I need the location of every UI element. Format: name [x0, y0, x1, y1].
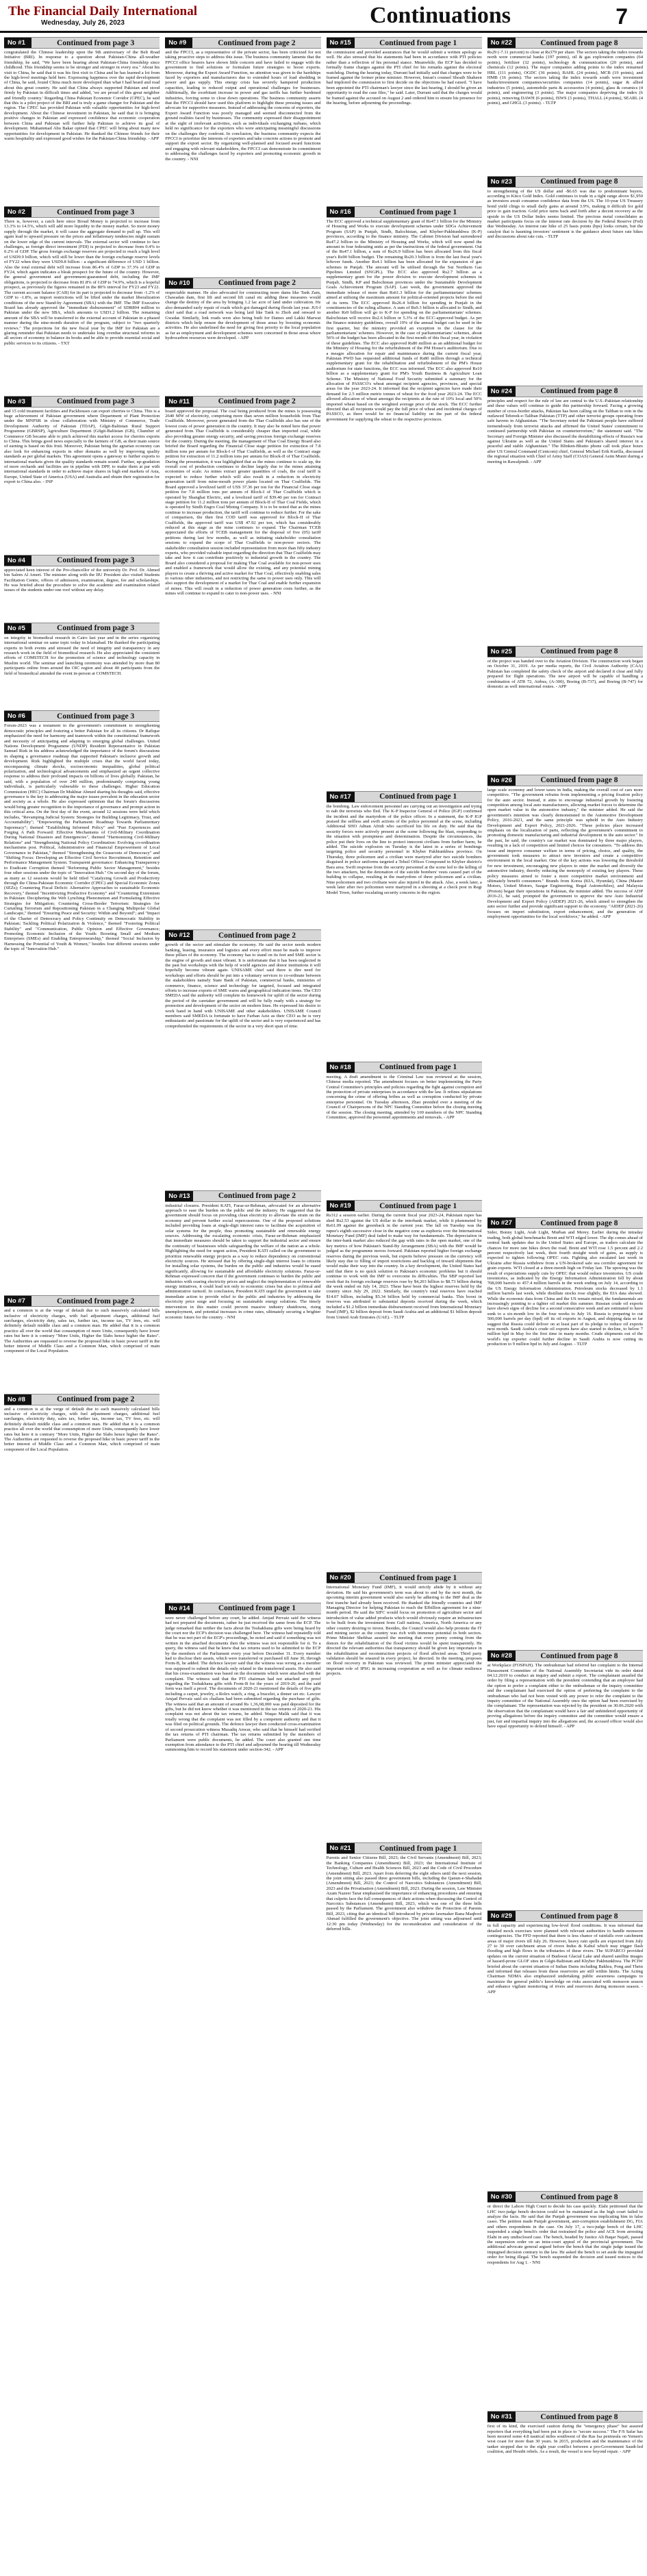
- issue-date: Wednesday, July 26, 2023: [41, 19, 125, 27]
- continuation-header: [4, 1394, 160, 1405]
- continued-from-label: Continued from page 1: [379, 208, 457, 216]
- story-body-text: and a common is at the verge of default due to such massively calculated bills inclusive of electricity charges, with fuel adjustment charges, additional fuel surcharges, electricity duty, sales tax, further tax, income tax, TV fees, etc. will definitely default middle class and a common man. He added that it is a common practice all over the world that consumption of more Units, consequently have lower rates but here it is contrary "More Units, Higher the Slabs hence higher the Rates". The Authorities are requested to reverse the proposed hike in basic power tariff in the better interest of Middle Class and a Common Man, which comprised of main component of the Local Population.: [4, 1308, 160, 1354]
- continuation-header: [487, 775, 643, 786]
- story-number-tag: No #3: [4, 397, 31, 407]
- continued-from-label: Continued from page 8: [540, 1218, 618, 1227]
- story-body-text: appreciated keen interest of the Pro-chancellor of the university Dr. Prof. Dr. Ahmed bin Salem Al Ameri. The minister along with the IIU President also visited Students Facilitation Centre, offices of admission, examination, degree, fee and scholarships. He was briefed about the procedure to solve the academic and examination related issues of the students under one roof without any delay.: [4, 567, 160, 593]
- story-number-tag: No #29: [487, 1911, 516, 1921]
- continuation-header: [327, 1572, 482, 1584]
- story-body-text: Rs312 a session earlier. During the current fiscal year 2023-24, Pakistani rupee has shed Rs2.53 against the US dollar in the interbank market, while it plummeted by Rs61.09 against the greenback in the current year. The fall on Tuesday was the rupee's eighth successive close in the negative zone as euphoria over the International Monetary Fund (IMF) deal faded to make way for fundamentals. The depreciation in the inter-bank market also reduced the gap with rates in the open market, one of the key metrics of how Pakistan's Stand-By Arrangement (SBA) with the IMF would be judged as the programme moves forward. Pakistan reported higher foreign exchange reserves during the previous week, but experts believe pressure on the currency will likely stay due to filling of import restrictions and backlog of inward shipments that would make their way into the country. In a key development, the United States had said that there is no quick solution to Pakistan's economic problems but it should continue to work with the IMF to overcome its difficulties. The SBP reported last week that its foreign exchange reserves rose by $4,203 billion to $8.73 billion during the week ended on July 14, 2023. These have been the highest reserves held by the country since July 29, 2022. Similarly, the country's total reserves have reached $14.07 billion, including $5.34 billion held by commercial banks. This boost in reserves was attributed to substantial deposits received during the week, which included a $1.2 billion immediate disbursement received from International Monetary Fund (IMF), $2 billion deposit from Saudi Arabia and an additional $1 billion deposit from United Arab Emirates (UAE). - TLTP: [326, 1213, 482, 1320]
- continued-from-label: Continued from page 8: [540, 2412, 618, 2421]
- story-number-tag: No #6: [4, 711, 31, 721]
- story-body-text: principles and respect for the rule of law are central to the U.S.-Pakistan relationship and these values will continue to guide this partnership forward. Facing a growing number of cross-border attacks, Pakistan has been calling on the Taliban to rein in the outlawed Tehreek-e-Taliban Pakistan (TTP) and other terrorist groups operating from safe havens in Afghanistan. "The Secretary noted the Pakistani people have suffered tremendously from terrorist attacks and affirmed the United States' commitment to continued partnership with Pakistan on counterterrorism," the statement said. "The Secretary and Foreign Minister also discussed the destabilizing effects of Russia's war against Ukraine as well as the United States and Pakistan's shared interest in a peaceful and stable Afghanistan." The Blinken-Bhutto phone call took place hours after US Central Command (Centcom) chief, General Michael Erik Kurilla, discussed the regional situation with Chief of Army Staff (COAS) General Asim Munir during a meeting in Rawalpindi. - APP: [487, 398, 643, 464]
- newspaper-name: The Financial Daily International: [8, 4, 198, 18]
- continued-from-label: Continued from page 1: [379, 1844, 457, 1853]
- continuation-header: [487, 37, 643, 49]
- story-number-tag: No #16: [327, 207, 355, 217]
- continuation-item: [165, 929, 320, 1186]
- story-body-text: Forum-2023 was a testament to the government's commitment to strengthening democratic principles and fostering a better Pakistan for all its citizens. Dr Rafique emphasized the need for harmony and teamwork within the constitutional framework and necessity of anticipating and adapting to emerging global challenges. United Nations Development Programme (UNDP) Resident Representative in Pakistan Samuel Rizk in his address acknowledged the importance of the forum's discussions in shaping a governance roadmap that supported Pakistan's inclusive growth and development. Rizk highlighted the multiple crises that the world faced today, encompassing climate shocks, socioeconomic inequalities, global political polarization, and technological advancements and emphasized an urgent collective response to address their profound impacts on billions of lives globally. Pakistan, he said, with a population of over 240 million, predominantly comprising young individuals, is particularly vulnerable to these challenges. Higher Education Commission (HEC) Chairman Dr Mukhtar Ahmed sharing his thoughts said, effective governance is the key to addressing the major issues prevalent in the education sector and society as a whole. He also expressed optimism that the forum's discussions would bring greater recognition to the importance of governance and prompt action in this critical area. On the first day of the event, around 12 sessions were held which includes, "Revamping Judicial System: Strategies for Building Legitimacy, Trust, and Accountability"; "Empowering the Parliament: Roadmap Towards Parliamentary Supremacy"; themed "Establishing Informed Policy" and "Past Experiences and Forging A Path Forward: Effective Mechanisms of Civil-Military Coordination During National Disasters and Emergencies", themed "Harmonizing Civil-Military Relations" and "Strengthening National Policy Coordination: Evolving co-ordination mechanisms post. Political, Administrative and Financial Empowerment of Local Governance in Pakistan," themed "Strengthening the Grassroots of Democracy" and "Shifting Focus: Developing an Effective Civil Service Recruitment, Retention and Performance Management System. Transparent governance: Enhancing Transparency to Eradicate Corruption themed "Reforming Public Sector Management," besides four other sessions under the topic of "Innovation Hub." On second day of the forum, as many as 12 sessions would be held titled "Catalyzing Growth and Productivity through the China-Pakistan Economic Corridor (CPEC) and Special Economic Zones (SEZs); Countering Fiscal Deficit: Alternative Approaches to sustainable Economic Recovery," themed "Incentivizing Productive Economy" and "Countering Extremism in Pakistan: Deciphering the Web Lynching Phenomenon and Formulating Effective Strategies for Mitigation; Countering Cross-Border Terrorism: Strategies for Curtailing Terrorism and Repositioning Pakistan in a Changing Multipolar Global Landscape," themed "Ensuring Peace and Security: Within and Beyond"; and "Impact of the Charter of Democracy and Policy Continuity on Democratic Stability in Pakistan; Tackling Political Polarization & Violence," themed "Fostering Political Stability" and "Communication, Public Opinion and Effective Governance; Promoting Economic Inclusion of the Youth: Boosting Small and Medium Enterprises (SMEs) and Enabling Entrepreneurship," themed "Social Inclusion by Harnessing the Potential of Youth & Women," besides four different sessions under the topic of "Innovation Hub.": [4, 723, 160, 952]
- story-body-text: to strengthening of the US dollar and -$6.65 was due to predominant buyers, according to Kitco Gold Index. Gold continues to trade in a tight range above $1,950 as investors await consumer confidence data from the US. The 10-year US Treasury bond yield clings to small daily gains at around 3.9%, making it difficult for gold price to gain traction. Gold price turns back and forth after a decent recovery as the upside in the US Dollar Index seems limited. The precious metal consolidates as market participants focus on the interest rate decision by the Federal Reserve (Fed) due Wednesday. An interest rate hike of 25 basis points (bps) looks certain, but the catalyst that is haunting investors' sentiment is the guidance about future rate hikes and discussions about rate cuts. - TLTP: [487, 188, 643, 240]
- continuation-item: [327, 1200, 482, 1568]
- story-number-tag: No #5: [4, 623, 31, 634]
- continuation-header: [327, 206, 482, 218]
- story-body-text: were never challenged before any court, he added. Amjad Pervaiz said the witness had not prepared the documents, rather he just received the same from the ECP. The judge remarked that neither the facts about the Toshakhana gifts were being heard by the court nor the ECP's decision was challenged here. The witness had repeatedly told that he was not part of the ECP's proceedings, he noted and said if something was not written in the attached documents then the witness was not responsible for it. To a query, the witness said that he knew that tax returns used to be submitted to the ECP by the members of the Parliament every year before December 31. Every member had to disclose their assets, which were transferred or purchased till June 30, through Form-B, he added. The defence lawyer said that the witness was wrong as a member was supposed to submit the details only related to the transferred assets. He also said that his cross-examination was based on the documents which were attached with the complaint. The witness said that the PTI chairman had not attached any proof regarding the Toshakhana gifts with Form-B for the years of 2019-20, and the said form was itself a proof. The documents of 2020-21 mentioned the details of five gifts including a carpet, jewelry, a Rolex watch, a ring, a bracelet, a dinner set etc. Lawyer Amjad Pervaiz said six challans had been submitted regarding the purchase of gifts. The witness said that an amount of around Rs 1,36,68,000 was paid deposited for the gifts, but he did not know whether it was mentioned in the tax returns of 2020-21. His complaint was not about the tax returns, he added. Waqas Malik said that it was totally wrong that the complaint was not filled by a competent authority and that it was filed on political grounds. The defence lawyer then conducted cross-examination of second prosecution witness Musadiq Anwar, who said that he himself had verified the tax returns of PTI chairman. The tax returns submitted by the members of Parliament were public documents, he added. The court also granted one time exemption from attendance to the PTI chief and adjourned the hearing till Wednesday summoning him to record his statement under section-342. - APP: [165, 1615, 321, 1753]
- continuation-item: [4, 37, 160, 202]
- continuation-header: [165, 396, 320, 408]
- continued-from-label: Continued from page 1: [379, 38, 457, 47]
- story-body-text: and a common is at the verge of default due to such massively calculated bills inclusive of electricity charges, with fuel adjustment charges, additional fuel surcharges, electricity duty, sales tax, further tax, income tax, TV fees, etc. will definitely default middle class and a common man. He added that it is a common practice all over the world that consumption of more Units, consequently have lower rates but here it is contrary "More Units, Higher the Slabs hence higher the Rates". The Authorities are requested to reverse the proposed hike in basic power tariff in the better interest of Middle Class and a Common Man, which comprised of main component of the Local Population.: [4, 1406, 160, 1452]
- continuation-header: [4, 710, 160, 722]
- story-number-tag: No #23: [487, 177, 516, 187]
- continuation-header: [487, 1910, 643, 1922]
- continuation-item: [165, 396, 320, 926]
- continued-from-label: Continued from page 3: [57, 208, 135, 216]
- continued-from-label: Continued from page 3: [57, 624, 135, 633]
- continued-from-label: Continued from page 8: [540, 2192, 618, 2201]
- story-body-text: the bombing. Law enforcement personnel are carrying out an investigation and trying to nab the terrorists who fled. The K-P Inspector General of Police (IGP) confirmed the incident and the martyrdom of the police officer. In a statement, the K-P IGP praised the selfless and swift actions of the police personnel at the scene, including Additional SHO Adnan Afridi who sacrificed his life on duty. He said that the security forces were actively present at the scene following the blast, responding to the situation with promptness and determination. Despite the circumstances, the police put their lives on the line to protect innocent civilians from further harm, he added. The suicide explosion on Tuesday is the latest in a series of bombings targeting police and security personnel in Khyber Pakhtunkhwa province. On Thursday, three policemen and a civilian were martyred after two suicide bombers disguised in police uniforms targeted a Tehsil Offices Compound in Khyber district's Bara area. Swift response from the security personnel at the scene led to the killing of the two attackers, but the detonation of the suicide bombers' vests caused part of the building to collapse, resulting in the martyrdom of three policemen and a civilian. Nine policemen and two civilians were also injured in the attack. Also, a week later, a week later after two policemen were martyred in a shooting at a check post in Regi Model Town, further escalating security concerns in the region.: [326, 803, 482, 895]
- story-body-text: Parents and Senior Citizens Bill, 2023; the Civil Servants (Amendment) Bill, 2023; the Banking Companies (Amendment) Bill, 2023; the International Institute of Technology, Culture and Health Sciences Bill, 2023 and the Code of Civil Procedure (Amendment) Bill, 2023. Apart from deferring the eight others until the next session, the joint sitting also passed three government bills, including the Qanun-e-Shahadat (Amendment) Bill, 2023; the Control of Narcotics Substances (Amendment) Bill, 2023 and the Privatisation (Amendment) Bill, 2023. During the session, Law Minister Azam Nazeer Tarar emphasised the importance of enhancing procedures and ensuring that culprits face the full consequences of their actions when discussing the Control of Narcotics Substances (Amendment) Bill, 2023, which was one of the three bills passed by the Parliament. The government also withdrew the Protection of Parents Bill, 2023, citing that an identical bill introduced by private lawmaker Rana Maqbool Ahmad fulfilled the government's objective. The joint sitting was adjourned until 12:30 pm today (Wednesday) for the reconsideration and consideration of the deferred bills.: [326, 1855, 482, 1932]
- continued-from-label: Continued from page 2: [218, 38, 296, 47]
- continuation-item: [4, 1295, 160, 1389]
- story-body-text: at Workplace (FOSPAH). The ombudsman had referred her complaint to the Internal Harassment Committee of the National Assembly Secretariat vide its order dated 04.12.2019 to conduct an inquiry and submit a report. The complainant assailed the order by filing a representation with the president contending that an employee had the option to prefer a complaint either to the ombudsman or the inquiry committee and the complainant had exercised the option of preferring the complaint to the ombudsman who had not been vested with any power to refer the complaint to the inquiry committee of the National Assembly once the option had been exercised by the complainant. The representation was rejected by the president on 30.06.2020 with the observation that the complainant would have a fair and unhindered opportunity of proving allegations before the inquiry committee and the committee would ensure a just, fair and impartial inquiry into the allegations and, the accused officer would also have equal opportunity to defend himself. - APP: [487, 1663, 643, 1729]
- continuation-item: [487, 386, 643, 642]
- continuation-item: [4, 710, 160, 1291]
- continued-from-label: Continued from page 1: [379, 1201, 457, 1210]
- continuation-item: [165, 37, 320, 273]
- continued-from-label: Continued from page 2: [218, 931, 296, 940]
- continuation-header: [327, 791, 482, 803]
- continuation-item: [487, 1910, 643, 2187]
- continuation-header: [327, 1062, 482, 1073]
- continuation-header: [165, 1190, 320, 1202]
- story-number-tag: No #10: [165, 278, 193, 288]
- continuation-item: [165, 1603, 320, 2123]
- story-body-text: of the project was handed over to the Aviation Division. The construction work began on October 31, 2019. As per media reports, the Civil Aviation Authority (CAA) Pakistan has completed the safety check of the airport and declared it clear and fully prepared for flight operations. The new airport will be capable of handling a combination of ATR 72, Airbus, (A-300), Boeing (B-737), and Boeing (B-747) for domestic as well international routes. - APP: [487, 658, 643, 689]
- story-number-tag: No #2: [4, 207, 31, 217]
- story-number-tag: No #8: [4, 1395, 31, 1405]
- story-number-tag: No #30: [487, 2192, 516, 2202]
- continuation-item: [487, 775, 643, 1214]
- continued-from-label: Continued from page 8: [540, 177, 618, 186]
- news-column: [487, 37, 643, 2576]
- continued-from-label: Continued from page 8: [540, 1912, 618, 1921]
- story-number-tag: No #4: [4, 555, 31, 566]
- story-body-text: growth of the sector and stimulate the economy. He said the sector needs modern banking, leasing, insurance and logistics and every effort must be made to improve these pillars of the economy. The economy has to stand on its feet and SME sector is the engine of growth and must vibrant. It is unfortunate that it has been neglected in the past but workshops with the help of world agencies and donor institutions it will hopefully become vibrant again. UNISAME chief said there is dire need for workshops and efforts should be put into a voluntary services to co-ordinate between the stakeholders namely State Bank of Pakistan, commercial banks, ministries of commerce, finance, science and technology for targeted, focused and integrated efforts to increase exports of SME wares and geographical indication items. The CEO SMEDA said the authority will complete its homework for uplift of the sector during the period of the caretaker government and will be fully ready with a strategy for promotion and development of the sector on modern lines. He expressed his desire to work hand in hand with UNISAME and other stakeholders. UNISAME Council members said SMEDA is fortunate to have Farhan Aziz as their CEO as he is very enthusiastic and passionate for the uplift of the sector and is very experienced and has comprehended the requirements of the sector in a very short span of time.: [165, 942, 321, 1029]
- continuation-item: [4, 555, 160, 618]
- story-number-tag: No #24: [487, 386, 516, 397]
- story-number-tag: No #28: [487, 1651, 516, 1661]
- story-body-text: International Monetary Fund (IMF), it would strictly abide by it without any deviation. He said his government's term was about to end by the next month, the upcoming interim government would also surely be adhering to the IMF deal as the first tranche had already been received. He thanked the friendly countries and IMF Managing Director for helping Pakistan to reach the $3billion agreement for a nine-month period. He said the SIFC would focus on promotion of agriculture sector and introduction of value added products which would obviously require an infrastructure to be built from the investment from Gulf nations, America, North America or any other country desiring to invest. Besides, the Council would also help promote the IT and mining sector as the country was rich with immense potential in both sectors. Prime Minister Shehbaz assured the meeting that every penny coming from the donors for the rehabilitation of the flood victims would be spent transparently. He directed the relevant authorities that transparency should be given key importance in the rehabilitation and reconstruction projects of flood affected areas. Third party validation should be ensured in every project, he directed. In the meeting, proposes on flood recovery in Pakistan was reviewed. The prime minister appreciated the important role of IPSG in increasing cooperation as well as for climate resilience projects.: [326, 1585, 482, 1677]
- story-number-tag: No #25: [487, 647, 516, 657]
- news-column: [165, 37, 320, 2576]
- continuation-item: [327, 1572, 482, 1838]
- continuation-item: [327, 206, 482, 787]
- continued-from-label: Continued from page 8: [540, 387, 618, 396]
- continuation-item: [4, 396, 160, 551]
- continued-from-label: Continued from page 2: [218, 1192, 296, 1201]
- continuation-item: [487, 2411, 643, 2576]
- continued-from-label: Continued from page 8: [540, 776, 618, 785]
- story-body-text: in full capacity and experiencing low-level flood conditions. It was informed that detailed mock exercises were planned with relevant authorities to handle monsoon contingencies. The FFD reported that there is less chance of rainfalls over catchment areas of major rivers till July 26. However, heavy rain spells are expected from July 27 to 30 over catchment areas of rivers Indus & Kabul which may trigger flash flooding and high flows in the tributaries of these rivers. The SUPARCO provided updates on the current situation of Budswat Glacial Lake and shared satellite images of hazard-prone GLOF sites in Gilgit-Baltistan and Khyber Pakhtunkhwa. The PCIW briefed about the current situation of Indian Dams including Bakhra, Pong and Thein and informed that releases from these reservoirs are still within limits. The Acting Chairman NDMA also emphasized undertaking public awareness campaigns to maximize the general public's knowledge on risks associated with monsoon season and enhance vigilant monitoring of rivers and reservoirs during monsoon season. - APP: [487, 1923, 643, 1994]
- continued-from-label: Continued from page 3: [57, 712, 135, 721]
- continued-from-label: Continued from page 2: [57, 1297, 135, 1305]
- story-number-tag: No #20: [327, 1573, 355, 1583]
- continuation-header: [487, 386, 643, 397]
- story-body-text: board approved the proposal. The coal being produced from the mines is possessing 2640 MW of electricity, comprising more than seven million households from Thar Coalfields. Moreover, power generated from the Thar Coalfields also has one of the lowest costs of power generation in the country. It may also be noted here that power generated from Thar Coalfields is considerably cheaper than imported coal, while also providing greater energy security, and saving precious foreign exchange reserves for the country. During the meeting, the management of Thar Coal Energy Board also briefed the Board regarding the Financial Close stage petition for extraction of 7.8 million tons per annum for Block-I of Thar Coalfields, as well as the Contract stage petition for extraction of 11.2 million tons per annum for Block-II of Thar Coalfields. During the presentation, it was highlighted that as the mines continue to scale up, the overall cost of production continues to decline largely due to the mines attaining economies of scale. As mines extract greater quantities of coals, the coal tariff is expected to reduce further which will also result in a reduction in electricity generation tariff from mine-mouth power plants located on Thar Coalfields. The Board approved a levelized tariff of USS 37.36 per ton for the Financial Close stage petition for 7.8 million tons per annum of Block-I of Thar Coalfields which is operated by Shanghai Electric, and a levelized tariff of $39.40 per ton for Contract stage petition for 11.2 million tons per annum of Block-II of Thar Coal Fields, which is operated by Sindh Engro Coal Mining Company. It is to be noted that as the mines continue to increase production, the tariff will continue to reduce further. For the sake of comparison, the then first COD tariff was approved for Block-II of Thar Coalfields, the approved tariff was US$ 47.92 per ton, which has considerably reduced at this stage as the mine continues to expand. The Chairman TCEB appreciated the efforts of TCEB management for the disposal of five (05) tariff petitions during last few months, as well as initiating stakeholder consultation sessions to expand the scope of Thar Coalfields to non-power sectors. The stakeholder consultation session included representation from more than fifty industry experts, who provided valuable input regarding the direction that Thar Coalfields may take and how it can contribute positively to industrial growth in the country. The Board also considered a proposal for making Thar Coal available for non-power uses and enabled a framework that would allow the existing, and any potential mining players to create a thriving and active market for Thar Coal, effectively enabling sales to various other industries, and not restricting the same to power uses only. This will also support the development of a market for Thar Coal and enable further expansion of mines. This will result in a reduction of power generation costs further, as the mines will continue to expand to cater to non-power uses. - NNI: [165, 408, 321, 597]
- continuation-header: [4, 206, 160, 218]
- story-number-tag: No #12: [165, 930, 193, 940]
- continuation-header: [327, 37, 482, 49]
- story-number-tag: No #26: [487, 775, 516, 786]
- continuation-header: [487, 176, 643, 188]
- continuation-item: [4, 206, 160, 392]
- story-body-text: on integrity in biomedical research in Cairo last year and in the series organizing international seminar on same topic today in Islamabad. He thanked the participating experts in both events and stressed the need of integrity and transparency in any research work in the field of biomedical research. He also appreciated the consistent efforts of COMSTECH for the promotion of science and technology capacity in Muslim world. The seminar and launching ceremony was attended by more than 80 participants online from around the OIC region and about 40 participants from the field of biomedical attended the event in-person at COMSTECH.: [4, 635, 160, 676]
- continuation-header: [165, 277, 320, 289]
- story-body-text: and 15 cold treatment facilities and Packhouses can export cherries to China. This is a huge achievement of Pakistan government where Department of Plant Protection under the MNFSR in close collaboration with Ministry of Commerce, Trade Development Authority of Pakistan (TDAP), Gilgit-Baltistan Rural Support Programme (GBRSP), Agriculture Department (Gilgit-Baltistan (GB), Chamber of Commerce GB became able to pitch achieved this market access for cherries exports to China. This brings good news especially to the farmers of GB, as their main source of earning is based on this fruit. Moreover, Pakistan being the agrarian economy can also look for enhancing exports in other domains as well by improving quality standards as per global markets. This agreement opens a gateway to further exports to international markets given the quality standards remain sound. Further, up-gradation of more orchards and facilities are in pipeline with DPP, to make them at par with international standards in order to achieve major shares in high end markets of Asia, Europe, United State of America (USA) and Australia and obtain their registration for export to China also. - INP: [4, 408, 160, 485]
- continuation-item: [327, 1842, 482, 2058]
- story-number-tag: No #13: [165, 1191, 193, 1201]
- continuation-header: [4, 623, 160, 634]
- story-body-text: There is, however, a catch here since Broad Money is projected to increase from 13.3% to 14.5%, which will add more liquidity in the money market. So more money supply through the market, it will cause the aggregate demand to pull up. This will again lead to upward pressure on the prices and inflationary tendencies might sustain on the lower edge of the current intervals. The external sector will continue to face challenges, as foreign direct investment (FDI) is projected to decrease from 0.4% to 0.2% of GDP. The gross foreign exchange reserves are projected to reach a high level of USD9.9 billion, which will still be lower than the foreign exchange reserve levels of FY22 when they were USD9.8 billion - a significant difference of USD 1 billion. Also the total external debt will increase from 86.4% of GDP to 37.3% of GDP in FY24, which again indicates a bleak prospect for the future of the country. However, the general government and government-guaranteed debt, including the IMF obligations, is projected to decrease from 81.8% of GDP to 74.9%, which is a hopeful prospect, as previously the figures remained in the 80% interval for FY23 and FY22. The current account balance (CAB) for its part is projected to decrease from -1.2% of GDP to -1.8%, as import restrictions will be lifted under the market liberalization conditions of the new Stand-by Agreement (SBA) with the IMF. The IMF Executive Board has already approved the "immediate disbursement" of SDR894 million to Pakistan under the new SBA, which amounts to USD1.2 billion. The remaining amount of the SBA will be transferred to the external account of Pakistan in a phased manner during the nine-month duration of the program, subject to "two quarterly reviews." The projections for the new fiscal year by the IMF for Pakistan are a glaring reminder that Pakistan needs to undertake long overdue structural reforms in all sectors of economy to balance its books and be able to provide essential social and public services to its citizens. - TXT: [4, 219, 160, 346]
- continuation-header: [165, 37, 320, 49]
- story-body-text: large scale economy and lower taxes in India, making the overall cost of cars more competitive. "The government refrains from implementing a pricing fixation policy for the auto sector. Instead, it aims to encourage industrial growth by fostering competition among local auto manufacturers, allowing market forces to determine the open market value in the automotive industry," the minister added. He said the government's intention was clearly demonstrated in the Automotive Development Policy, 2016-2021, and the same principle was upheld in the Auto Industry Development and Export Policy, 2021-2026. "These policies place increased emphasis on the localization of parts, reflecting the government's commitment to promoting domestic manufacturing and industrial development in the auto sector." In the past, he said, the country's car market was dominated by three major players, resulting in a lack of competition and limited choices for consumers. "To address this issue and improve consumer welfare in terms of pricing, choice, and quality, the government took measures to attract new investors and create a competitive environment in the local market. One of the key actions was lowering the threshold for new investment, encouraging new players to enter the market and diversify the automotive industry, thereby reducing the monopoly of existing key players. These policy measures aimed to foster a more competitive market environment and ultimately benefit consumers." Brands from Korea (KIA, Hyundai), China (Master Motors, United Motors, Sazgar Engineering, Regal Automobiles), and Malaysia (Proton) began their operations in Pakistan, the minister added. The success of ADP 2016-21, he said, prompted the government to approve the new Auto Industrial Development and Export Policy (AIDEP) 2021-26, which aimed to strengthen the auto sector further and provide significant support to the economy. "AIDEP (2021-26) focuses on import substitution, export enhancement, and the generation of employment opportunities for the local workforce," he added. - APP: [487, 787, 643, 919]
- story-number-tag: No #21: [327, 1843, 355, 1853]
- continuation-item: [487, 646, 643, 771]
- story-body-text: and the FPCCI, as a representative of the private sector, has been criticized for not taking proactive steps to address this issue. The business community laments that the FPCCI office bearers have shown little concern and have failed to engage with the government to find solutions or formulate future strategies to boost exports. Moreover, during the Export Award Function, no attention was given to the hardships faced by exporters and manufacturers due to extended hours of load shedding in power and gas supply. This energy crisis has severely hampered production capacities, leading to reduced output and operational challenges for businesses. Additionally, the exorbitant increase in power and gas tariffs has further burdened industries, forcing some to close down operations. The business community asserts that the FPCCI should have used this platform to highlight these pressing issues and advocate for supportive measures. Instead of addressing the concerns of exporters, the Export Award Function was poorly managed and seemed disconnected from the ground realities faced by businesses. The community expressed their disappointment at the sight of irrelevant activities, such as individuals exchanging turbans, which held no significance for the exporters who were anticipating meaningful discussions on the challenges they confront. In conclusion, the business community expects the FPCCI to prioritize the interests of exporters and take concrete actions to promote and support the export sector. By organizing well-planned and focused award functions and engaging with relevant stakeholders, the FPCCI can demonstrate its commitment to addressing the challenges faced by exporters and promoting economic growth in the country. - NNI: [165, 50, 321, 162]
- story-body-text: meeting. A draft amendment to the Criminal Law was reviewed at the session, Chinese media reported. The amendment focuses on better implementing the Party Central Committee's principles and policies regarding the fight against corruption and the protection of private enterprises in accordance with the law. It refines stipulations concerning the crime of offering bribes as well as corruption conducted by private enterprise personnel. On Tuesday afternoon, Zhao presided over a meeting of the Council of Chairpersons of the NPC Standing Committee before the closing meeting of the session. The closing meeting, attended by 169 members of the NPC Standing Committee, approved the personnel appointments and removals. - APP: [326, 1074, 482, 1121]
- story-number-tag: No #19: [327, 1201, 355, 1211]
- continuation-item: [165, 1190, 320, 1599]
- continuation-header: [487, 646, 643, 658]
- story-number-tag: No #27: [487, 1218, 516, 1228]
- continued-from-label: Continued from page 1: [379, 1063, 457, 1072]
- continued-from-label: Continued from page 1: [379, 1573, 457, 1582]
- story-body-text: respectable manner. He also advocated for constructing more dams like Tank Zam, Chawadan dam, first lift and second lift canal etc adding these measures would change the destiny of the area by bringing 1.2 lac acre of land under cultivation. He also demanded early repair of roads which got damaged during floods last year. JUI-f chief said that a road network was being laid like Tank to Zhob and onward to Gwadar. Similarly, link roads were also being built for Dames and Lakki Marwat districts which help ensure the development of those areas by boosting economic activities. He also underlined the need for giving first priority to the local population as far as employment and development schemes were concerned in those areas where hydrocarbon resources were developed. - APP: [165, 290, 321, 341]
- continuation-header: [4, 1295, 160, 1307]
- story-body-text: or direct the Lahore High Court to decide his case quickly. Elahi petitioned that the LHC two-judge bench decision could not be maintained as the high court failed to analyze the facts. He said that the Punjab government was implicating him in false cases. The petition made Punjab government, anti-corruption establishment DG, FIA and others respondents in the case. On July 17, a two-judge bench of the LHC suspended a single bench's order that restrained the police and ACE from arresting Elahi in any undisclosed case. The bench, headed by Justice Ali Baqar Najafi, passed the suspension order on an intra-court appeal of the provincial government. The additional advocate general argued before the bench that the single judge issued the impugned decision contrary to the law. He asked the bench to set aside the impugned order for being illegal. The bench suspended the decision and issued notices to the respondents for Aug 1. - NNI: [487, 2204, 643, 2265]
- continued-from-label: Continued from page 3: [57, 397, 135, 406]
- continuation-header: [165, 929, 320, 941]
- story-number-tag: No #22: [487, 38, 516, 48]
- continuation-header: [327, 1842, 482, 1854]
- continuation-item: [327, 37, 482, 202]
- continuation-header: [327, 1200, 482, 1212]
- continuation-header: [487, 1217, 643, 1229]
- story-body-text: first of its kind, the exercised caution during the "emergency phase" but assured reporters that everything had been put in place to "secure success." The F/S Safar has been moored some 4.8 nautical miles southwest of the Ras Isa peninsula on Yemen's west coast for more than 30 years. In 2015, production and the maintenance of the tanker stopped due to the eight year conflict between a pro-Government Saudi-led coalition, and Houthi rebels. As a result, the vessel is now beyond repair. - APP: [487, 2424, 643, 2455]
- story-body-text: congratulated the Chinese leadership upon the 9th anniversary of the Belt Road Initiative (BRI). In response to a question about Pakistan-China all-weather friendship, he said, "We have been hearing about Pakistan-China friendship since childhood. This friendship seems to be stronger and stronger in every era." About his visit to China, he said that it was his first visit to China and he has learned a lot from the high-level meetings held here. Expressing happiness over the rapid development of China, he said, found China much more developed than what I had heard and read about this great country. He said that China always supported Pakistan and stood firmly by Pakistan in difficult times and added, 'we are proud of this great neighbor and friendly country.' Regarding China Pakistan Economic Corridor (CPEC), he said that this is a pilot project of the BRI and is truly a game changer for Pakistan and the region. The CPEC has provided Pakistan with valuable opportunities for high-level development. About the Chinese investment in Pakistan, he said that it is bringing positive changes in Pakistan and expressed confidence that economic cooperation between China and Pakistan will further help Pakistan to achieve its goal of development. Muhammad Abu Bakar opined that CPEC will bring about many new opportunities for development in Pakistan. He thanked the Chinese friends for their warm hospitality and expressed good wishes for the Pakistan-China friendship. - APP: [4, 50, 160, 141]
- continuation-item: [4, 1394, 160, 1488]
- story-number-tag: No #17: [327, 792, 355, 802]
- masthead: [0, 0, 647, 33]
- continuation-header: [4, 555, 160, 566]
- continued-from-label: Continued from page 2: [57, 1395, 135, 1404]
- continuation-item: [487, 2191, 643, 2407]
- continued-from-label: Continued from page 8: [540, 38, 618, 47]
- story-number-tag: No #14: [165, 1603, 193, 1614]
- continuation-header: [487, 2191, 643, 2203]
- continuation-header: [4, 37, 160, 49]
- continued-from-label: Continued from page 3: [57, 38, 135, 47]
- continuation-item: [327, 1062, 482, 1197]
- continued-from-label: Continued from page 8: [540, 1651, 618, 1660]
- story-body-text: industrial closures. President KATI, Faraz-ur-Rehman, advocated for an alternative approach to ease the burden on the public and the industry. He suggested that the government should focus on providing clean electricity to alleviate the strain on the economy and prevent further social repercussions. One of the proposed solutions included providing loans at single-digit interest rates to facilitate the acquisition of solar systems for the people, thus promoting sustainable and renewable energy sources. Addressing the escalating economic crisis, Faraz-ur-Rehman emphasized that immediate measures should be taken to support the industrial sector and ensure the continuity of businesses while safeguarding the welfare of the nation as a whole. Highlighting the need for urgent action, President KATI called on the government to prioritize renewable energy projects as a way to reduce dependency on conventional electricity sources. He stressed that by offering single-digit interest loans to citizens for installing solar systems, the burden on the public and industries would be eased significantly, allowing for sustainable and affordable electricity solutions. Faraz-ur-Rehman expressed concern that if the government continues to burden the public and industries with soaring electricity prices and neglect the implementation of renewable energy initiatives, it could lead not only to economic crises but also to political and administrative turmoil. In conclusion, President KATI urged the government to take immediate action to provide relief to the public and industries by addressing the electricity price surge and focusing on sustainable energy solutions. The timely intervention in this matter could prevent massive industry shutdowns, rising unemployment, and potential increases in crime rates, ultimately securing a brighter economic future for the country. - NNI: [165, 1203, 321, 1320]
- news-column: [327, 37, 482, 2576]
- continuation-item: [165, 277, 320, 392]
- continued-from-label: Continued from page 1: [379, 792, 457, 801]
- continuation-header: [487, 2411, 643, 2423]
- continuation-header: [4, 396, 160, 408]
- story-number-tag: No #1: [4, 38, 31, 48]
- continuation-item: [487, 1650, 643, 1906]
- page-number: 7: [616, 4, 628, 29]
- continued-from-label: Continued from page 8: [540, 647, 618, 656]
- news-column: [4, 37, 160, 2576]
- story-number-tag: No #11: [165, 397, 193, 407]
- continued-from-label: Continued from page 2: [218, 397, 296, 406]
- continued-from-label: Continued from page 3: [57, 556, 135, 565]
- continuation-header: [165, 1603, 320, 1614]
- continued-from-label: Continued from page 1: [218, 1604, 296, 1613]
- story-number-tag: No #31: [487, 2412, 516, 2422]
- section-title: Continuations: [370, 3, 511, 28]
- story-number-tag: No #7: [4, 1296, 31, 1306]
- continued-from-label: Continued from page 2: [218, 279, 296, 288]
- continuation-item: [327, 791, 482, 1058]
- continuation-item: [487, 176, 643, 382]
- continuation-item: [487, 1217, 643, 1646]
- article-columns: [4, 37, 643, 2455]
- continuation-header: [487, 1650, 643, 1662]
- story-body-text: Rs29 (-7.11 percent) to close at Rs379 per share. The sectors taking the index towards north were commercial banks (197 points), oil & gas exploration companies (64 points), fertilizer (32 points), technology & communication (20 points), and chemicals (12 points). The major companies adding points to the index remained HBL (111 points), OGDC (36 points), BAHL (24 points), MCB (19 points), and HMB (16 points). The sectors taking the index towards south were investment banks/investment companies/securities companies (14 points), sugar & allied industries (5 points), automobile parts & accessories (4 points), glass & ceramics (4 points), and engineering (3 points). The major companies depriving the index (6 points), removing DAWH (6 points), ISWS (3 points), THALL (4 points), SEARL (4 points), and GHGL (3 points). - TLTP: [487, 50, 643, 106]
- story-body-text: the commission and provided assurances that he would submit a written apology as well. He also stressed that his statements had been in accordance with PTI policies rather than a reflection of his personal stance. Meanwhile, the ECP has decided to formally frame charges against the PTI chief for his remarks against the electoral watchdog. During the hearing today, Durrani had initially said that charges were to be framed against the former prime minister. However, Imran's counsel Shoaib Shaheen had implored the commission to first decide on the objections he had raised. "I have been appointed the PTI chairman's lawyer since the last hearing, I should be given an opportunity to read the case files," he said. Later, Durrani said that the charges would be framed against the accused on August 2 and ordered him to ensure his presence for the hearing, before adjourning the proceedings.: [326, 50, 482, 106]
- continuation-item: [487, 37, 643, 172]
- story-body-text: The ECC approved a technical supplementary grant of Rs47.1 billion for the Ministry of Housing and Works to execute development schemes under SDGs Achievement Program (SAP) in Punjab, Sindh, Balochistan, and Khyber-Pakhtunkhwa (K-P) provinces, according to the finance ministry. The Cabinet Division had surrendered Rs47.2 billion to the Ministry of Housing and Works, which will now spend the amount in four federating units as per the instructions of the federal government. Out of the Rs47.1 billion, a sum of Rs26.9 billion has been allocated from this fiscal year's Rs90 billion budget. The remaining Rs20.3 billion is from the last fiscal year's leftover funds. Another Rs4.1 billion has been allocated for the expansion of gas schemes in Punjab. The amount will be utilised through the Sui Northern Gas Pipelines Limited (SNGPL). The ECC also approved Rs2.7 billion as a supplementary grant for the power division to execute development schemes in Punjab, Sindh, KP and Balochistan provinces under the Sustainable Development Goals Achievement Program (SAP). Last week, the government approved the immediate release of more than Rs61.3 billion for the parliamentarians' schemes aimed at utilising the maximum amount for political-oriented projects before the end of its term. The ECC approved Rs26.4 billion for spending in Punjab in the constituencies of the ruling alliance. A sum of Rs9.3 billion is allocated to Sindh, and another Rs9 billion will go to K-P for spending on the parliamentarians' schemes. Balochistan will receive Rs2.6 billion or 5.3% of the ECC-approved budget. As per the finance ministry guidelines, overall 19% of the annual budget can be used in the first quarter, but the ministry provided an exception to the clause for the parliamentarians' schemes. However, in the case of parliamentarians' schemes, about 56% of the budget has been allocated in the first month of this fiscal year, in violation of these guidelines. The ECC also approved Rs80 million as an additional budget for the Ministry of Housing for the refurbishment of the PM House's auditorium. Due to a meagre allocation for repair and maintenance during the current fiscal year, Pakistan PWD has requested additional funds of Rs80 million through a technical supplementary grant for the rehabilitation and refurbishment of the PM's House auditorium for state functions, the ECC was informed. The ECC also approved Rs10 billion as a supplementary grant for PM's Youth Business & Agriculture Loan Scheme. The Ministry of National Food Security submitted a summary for the allocation of PASSCO's wheat amongst recipient agencies, provinces, and special areas for the year 2023-24. It informed that the recipient agencies have made their demand for 2.5 million metric tonnes of wheat for the food year 2023-24. The ECC allowed allocation of wheat amongst the recipients at the rate of 10% local and 50% imported wheat based on the weighted average price of the stock. The ECC further directed that all recipients would pay the full price of wheat and incidental charges of PASSCO, as there would be no financial liability on the part of the federal government for supplying the wheat to the respective provinces.: [326, 219, 482, 422]
- continuation-item: [4, 623, 160, 707]
- story-number-tag: No #15: [327, 38, 355, 48]
- story-number-tag: No #9: [165, 38, 192, 48]
- story-number-tag: No #18: [327, 1062, 355, 1073]
- story-body-text: Sider, Bonny Light, Arab Light, Murban and Merey. Earlier during the intraday trading, both global benchmarks Brent and WTI edged lower. The dip comes ahead of central bank updates due in the United States and Europe, as traders calculate the chances for more rate hikes down the road. Brent and WTI rose 1.5 percent and 2.2 percent respectively last week, their fourth straight week of gains, as supply is expected to tighten following OPEC cuts. Fighting also escalated last week in Ukraine after Russia withdrew from a UN-brokered safe sea corridor agreement for grain exports. WTI closed at a three-month high on Friday last. The upswing was the result of expectations supply cuts by OPEC that would reduce inventories. US crude inventories, as indicated by the Energy Information Administration fell by about 708,000 barrels to 457.4 million barrels in the week ending on July 14, according to the US Energy Information Administration. Petroleum stocks decreased by 1.1 million barrels last week, while distillate stocks rose slightly, the EIA data showed. While the economic data from China and the US remain mixed, the fundamentals are increasingly pointing to a tighter oil market this summer. Russian crude oil exports have shown signs of decline for a second consecutive week and are estimated to have sunk to a six-month low in the four weeks to July 16. Russia is preparing to cut 500,000 barrels per day (bpd) off its oil exports in August, and shipping data so far suggest that Russia could deliver on at least part of its pledge to reduce oil exports next month. Saudi Arabia's crude oil exports have also started to decline, to below 7 million bpd in May for the first time in many months. Crude shipments out of the world's top exporter could further decline in Saudi Arabia is now cutting its production to 9 million bpd in July and August. - TLTP: [487, 1230, 643, 1347]
